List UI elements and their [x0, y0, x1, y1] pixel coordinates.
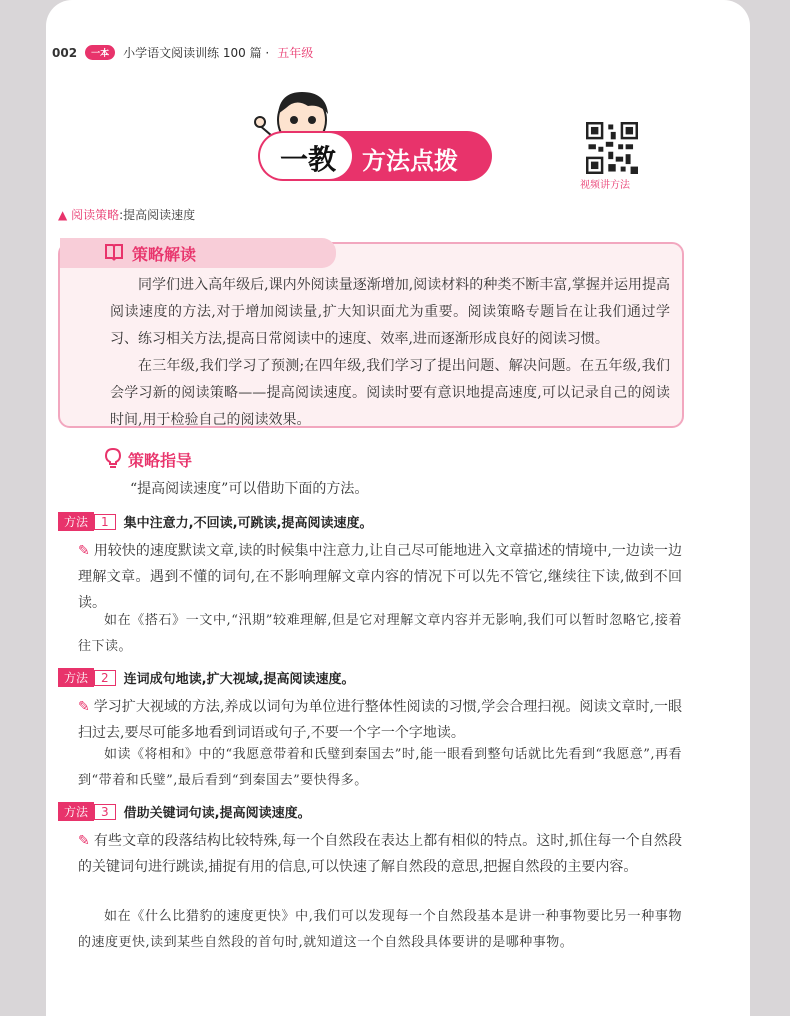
method-3-body [78, 828, 682, 880]
method-title: 连词成句地读,扩大视域,提高阅读速度。 [123, 672, 355, 687]
method-3-example: 如在《什么比猎豹的速度更快》中,我们可以发现每一个自然段基本是讲一种事物要比另一种事物的速度更快,读到某些自然段的首句时,就知道这一个自然段具体要讲的是哪种事物。 [78, 909, 682, 950]
grade-label: 五年级 [277, 46, 314, 60]
strategy-value: 提高阅读速度 [123, 208, 196, 222]
interpretation-paragraph: 同学们进入高年级后,课内外阅读量逐渐增加,阅读材料的种类不断丰富,掌握并运用提高阅读速度的方法,对于增加阅读量,扩大知识面尤为重要。阅读策略专题旨在让我们通过学习、练习相关方法,提高日常阅读中的速度、效率,进而逐渐形成良好的阅读习惯。 [110, 277, 670, 347]
running-header [52, 44, 313, 61]
method-body-text: 用较快的速度默读文章,读的时候集中注意力,让自己尽可能地进入文章描述的情境中,一边读一边理解文章。遇到不懂的词句,在不影响理解文章内容的情况下可以先不管它,继续往下读,做到不回读。 [78, 543, 682, 611]
brand-tag: 一本 [85, 45, 115, 60]
method-2-body [78, 694, 682, 746]
guidance-intro: “提高阅读速度”可以借助下面的方法。 [130, 481, 369, 497]
method-number: 3 [94, 804, 116, 820]
page-number: 002 [52, 45, 78, 60]
pen-bullet-icon: ✎ [78, 699, 90, 715]
section-title-guidance: 策略指导 [128, 451, 193, 470]
pen-bullet-icon: ✎ [78, 833, 90, 849]
method-title: 借助关键词句读,提高阅读速度。 [123, 806, 311, 821]
lightbulb-icon [104, 448, 122, 468]
method-2-heading [58, 668, 355, 687]
section-title-interpretation: 策略解读 [132, 245, 197, 264]
book-title: 小学语文阅读训练 100 篇 · [123, 46, 270, 60]
method-tag: 方法 [58, 802, 94, 821]
book-icon [104, 243, 124, 261]
method-1-body [78, 538, 682, 616]
method-number: 1 [94, 514, 116, 530]
method-tag: 方法 [58, 512, 94, 531]
method-3-heading [58, 802, 311, 821]
method-body-text: 学习扩大视域的方法,养成以词句为单位进行整体性阅读的习惯,学会合理扫视。阅读文章时,一眼扫过去,要尽可能多地看到词语或句子,不要一个字一个字地读。 [78, 699, 682, 741]
strategy-line [58, 206, 195, 223]
flame-icon: ▲ [58, 208, 68, 222]
box-heading-band [60, 238, 336, 268]
method-2-example: 如读《将相和》中的“我愿意带着和氏璧到秦国去”时,能一眼看到整句话就比先看到“我愿意”,再看到“带着和氏璧”,最后看到“到秦国去”要快得多。 [78, 747, 682, 788]
strategy-colon: : [119, 208, 124, 222]
banner-label: 方法点拨 [362, 147, 458, 175]
method-tag: 方法 [58, 668, 94, 687]
method-title: 集中注意力,不回读,可跳读,提高阅读速度。 [123, 516, 373, 531]
interpretation-paragraph: 在三年级,我们学习了预测;在四年级,我们学习了提出问题、解决问题。在五年级,我们会学习新的阅读策略——提高阅读速度。阅读时要有意识地提高速度,可以记录自己的阅读时间,用于检验自己的阅读效果。 [110, 358, 670, 428]
banner-big-text: 一教 [279, 143, 336, 176]
method-number: 2 [94, 670, 116, 686]
method-1-heading [58, 512, 372, 531]
qr-caption: 视频讲方法 [580, 180, 630, 191]
pen-bullet-icon: ✎ [78, 543, 90, 559]
method-body-text: 有些文章的段落结构比较特殊,每一个自然段在表达上都有相似的特点。这时,抓住每一个自然段的关键词句进行跳读,捕捉有用的信息,可以快速了解自然段的意思,把握自然段的主要内容。 [78, 833, 682, 875]
method-1-example: 如在《搭石》一文中,“汛期”较难理解,但是它对理解文章内容并无影响,我们可以暂时忽略它,接着往下读。 [78, 613, 682, 654]
qr-code-icon [586, 122, 638, 174]
strategy-label: 阅读策略 [71, 208, 120, 222]
interpretation-text [110, 272, 670, 434]
